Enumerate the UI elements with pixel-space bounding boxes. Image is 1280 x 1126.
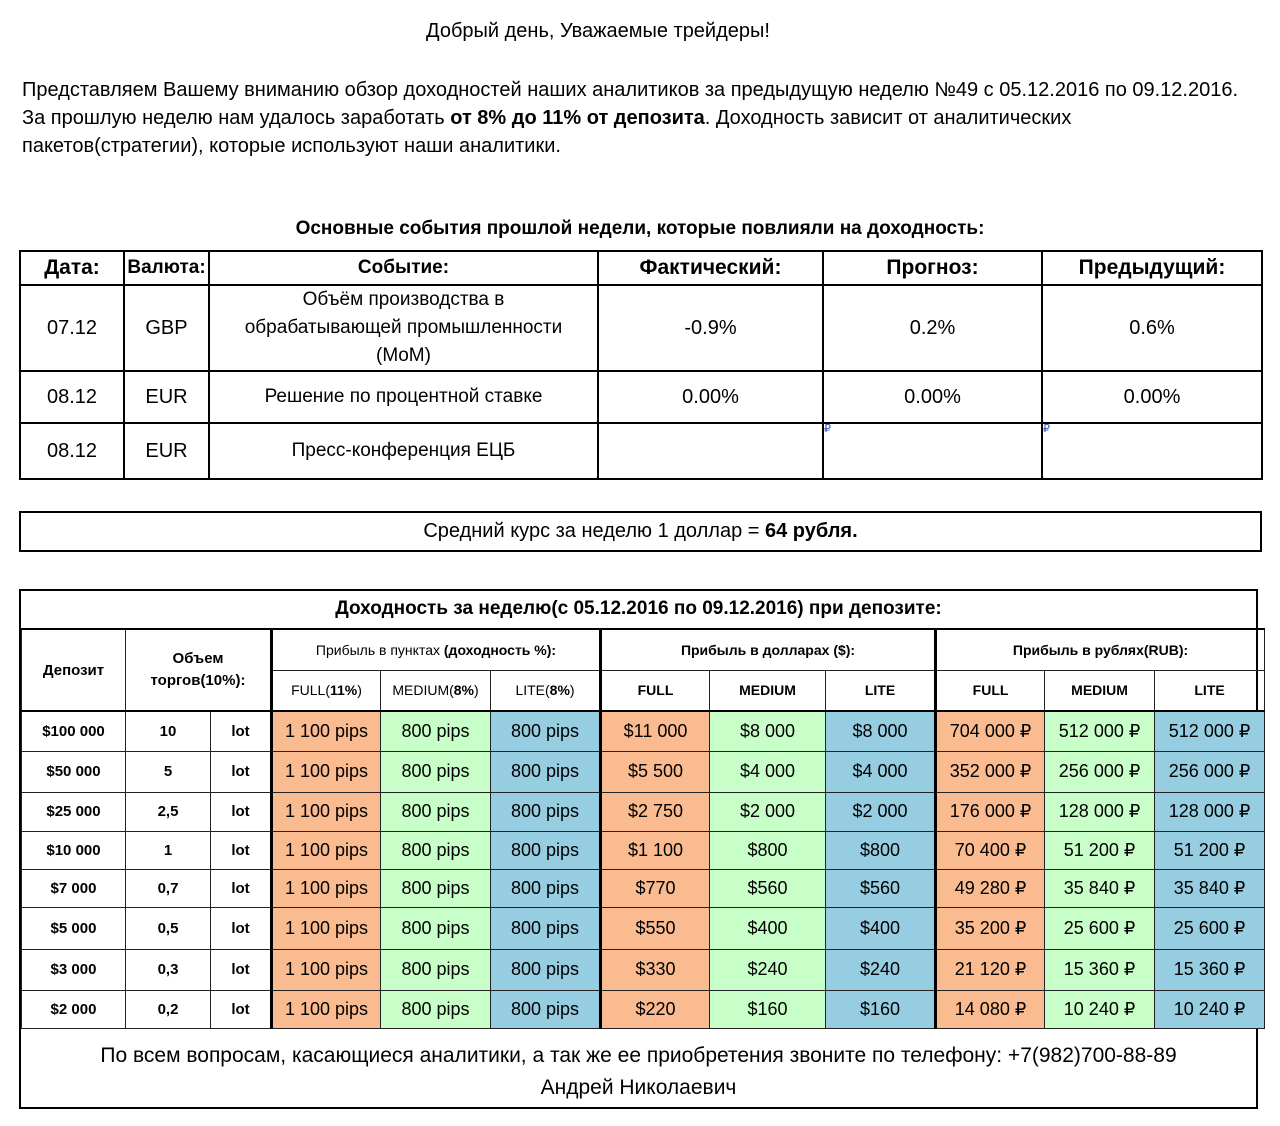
usd-lite-cell: $2 000 — [826, 792, 936, 831]
lot-unit-cell: lot — [211, 869, 272, 907]
event-actual: 0.00% — [598, 371, 823, 423]
sub-header-usd-lite: LITE — [826, 670, 936, 711]
rub-lite-cell: 15 360 ₽ — [1155, 949, 1265, 990]
pips-full-cell: 1 100 pips — [272, 751, 381, 792]
event-previous — [1042, 423, 1262, 479]
lot-unit-cell: lot — [211, 949, 272, 990]
sub-header-rub-medium: MEDIUM — [1045, 670, 1155, 711]
deposit-cell: $25 000 — [22, 792, 126, 831]
pips-lite-cell: 800 pips — [491, 949, 601, 990]
pips-group-label: Прибыль в пунктах — [315, 641, 444, 658]
yield-table — [21, 628, 1265, 1029]
pips-medium-cell: 800 pips — [381, 711, 491, 751]
lots-cell: 5 — [126, 751, 211, 792]
usd-lite-cell: $400 — [826, 907, 936, 949]
pips-full-cell: 1 100 pips — [272, 907, 381, 949]
yield-group-row — [22, 629, 1265, 670]
sub-header-usd-full: FULL — [601, 670, 710, 711]
usd-full-cell: $220 — [601, 990, 710, 1028]
events-title: Основные события прошлой недели, которые повлияли на доходность: — [295, 218, 985, 239]
pips-lite-cell: 800 pips — [491, 869, 601, 907]
rate-text: Средний курс за неделю 1 доллар = — [423, 520, 765, 542]
rub-full-cell: 704 000 ₽ — [936, 711, 1045, 751]
deposit-header: Депозит — [22, 629, 126, 711]
usd-full-cell: $770 — [601, 869, 710, 907]
pips-lite-cell: 800 pips — [491, 990, 601, 1028]
usd-medium-cell: $560 — [710, 869, 826, 907]
table-row — [22, 831, 1265, 869]
rub-medium-cell: 512 000 ₽ — [1045, 711, 1155, 751]
events-header-row — [20, 251, 1262, 285]
rub-lite-cell: 128 000 ₽ — [1155, 792, 1265, 831]
event-actual: -0.9% — [598, 285, 823, 371]
table-row — [22, 949, 1265, 990]
pips-full-cell: 1 100 pips — [272, 990, 381, 1028]
intro-text-1: Представляем Вашему вниманию обзор доходностей наших аналитиков за предыдущую неделю №49 с 05.12.2016 по 09.12.2016. За прошлую неделю нам удалось заработать — [22, 79, 1239, 129]
usd-full-cell: $1 100 — [601, 831, 710, 869]
rub-medium-cell: 128 000 ₽ — [1045, 792, 1155, 831]
usd-medium-cell: $4 000 — [710, 751, 826, 792]
ruble-mark: ₽ — [824, 423, 831, 435]
table-row — [22, 711, 1265, 751]
footer-name: Андрей Николаевич — [540, 1076, 737, 1099]
event-name-text: Объём производства в обрабатывающей промышленности (MoM) — [244, 289, 563, 366]
usd-medium-cell: $400 — [710, 907, 826, 949]
event-forecast — [823, 423, 1042, 479]
rub-group-header: Прибыль в рублях(RUB): — [936, 629, 1265, 670]
table-row — [22, 869, 1265, 907]
sub-header-usd-medium: MEDIUM — [710, 670, 826, 711]
usd-lite-cell: $560 — [826, 869, 936, 907]
header-forecast: Прогноз: — [823, 251, 1042, 285]
sub-header-pips-lite — [491, 670, 601, 711]
lot-unit-cell: lot — [211, 990, 272, 1028]
deposit-cell: $7 000 — [22, 869, 126, 907]
event-row — [20, 423, 1262, 479]
lots-cell: 0,5 — [126, 907, 211, 949]
rub-lite-cell: 256 000 ₽ — [1155, 751, 1265, 792]
lots-cell: 0,7 — [126, 869, 211, 907]
usd-medium-cell: $160 — [710, 990, 826, 1028]
pips-full-cell: 1 100 pips — [272, 949, 381, 990]
rate-value: 64 рубля. — [764, 520, 858, 542]
usd-medium-cell: $8 000 — [710, 711, 826, 751]
lots-cell: 2,5 — [126, 792, 211, 831]
deposit-cell: $50 000 — [22, 751, 126, 792]
intro-highlight: от 8% до 11% от депозита — [450, 107, 705, 129]
rub-full-cell: 176 000 ₽ — [936, 792, 1045, 831]
rub-medium-cell: 256 000 ₽ — [1045, 751, 1155, 792]
event-row — [20, 285, 1262, 371]
header-actual: Фактический: — [598, 251, 823, 285]
footer-contact — [19, 1040, 1258, 1104]
usd-full-cell: $5 500 — [601, 751, 710, 792]
sub-label: ) — [474, 682, 479, 699]
deposit-cell: $10 000 — [22, 831, 126, 869]
usd-lite-cell: $4 000 — [826, 751, 936, 792]
lots-cell: 1 — [126, 831, 211, 869]
event-previous: 0.6% — [1042, 285, 1262, 371]
usd-group-header: Прибыль в долларах ($): — [601, 629, 936, 670]
rub-lite-cell: 25 600 ₽ — [1155, 907, 1265, 949]
pips-lite-cell: 800 pips — [491, 792, 601, 831]
sub-header-pips-medium — [381, 670, 491, 711]
event-actual — [598, 423, 823, 479]
yield-section — [19, 589, 1258, 1109]
event-name: Решение по процентной ставке — [209, 371, 598, 423]
pips-full-cell: 1 100 pips — [272, 869, 381, 907]
usd-full-cell: $550 — [601, 907, 710, 949]
rub-full-cell: 21 120 ₽ — [936, 949, 1045, 990]
pips-lite-cell: 800 pips — [491, 751, 601, 792]
intro-paragraph — [22, 76, 1252, 160]
event-row — [20, 371, 1262, 423]
pips-lite-cell: 800 pips — [491, 711, 601, 751]
rub-lite-cell: 512 000 ₽ — [1155, 711, 1265, 751]
rub-medium-cell: 15 360 ₽ — [1045, 949, 1155, 990]
event-currency: EUR — [124, 423, 209, 479]
sub-header-rub-full: FULL — [936, 670, 1045, 711]
yield-body — [22, 711, 1265, 1028]
volume-header — [126, 629, 272, 711]
usd-full-cell: $330 — [601, 949, 710, 990]
lots-cell: 0,2 — [126, 990, 211, 1028]
rub-medium-cell: 51 200 ₽ — [1045, 831, 1155, 869]
usd-lite-cell: $800 — [826, 831, 936, 869]
lot-unit-cell: lot — [211, 792, 272, 831]
event-date: 08.12 — [20, 371, 124, 423]
lot-unit-cell: lot — [211, 907, 272, 949]
sub-label: FULL( — [291, 682, 330, 699]
event-currency: EUR — [124, 371, 209, 423]
table-row — [22, 792, 1265, 831]
sub-label: LITE( — [515, 682, 550, 699]
table-row — [22, 751, 1265, 792]
usd-full-cell: $2 750 — [601, 792, 710, 831]
pips-medium-cell: 800 pips — [381, 990, 491, 1028]
event-name: Пресс-конференция ЕЦБ — [209, 423, 598, 479]
header-event: Событие: — [209, 251, 598, 285]
usd-lite-cell: $160 — [826, 990, 936, 1028]
header-currency: Валюта: — [124, 251, 209, 285]
deposit-cell: $2 000 — [22, 990, 126, 1028]
pips-group-label-bold: (доходность %): — [443, 641, 557, 658]
rub-medium-cell: 10 240 ₽ — [1045, 990, 1155, 1028]
lots-cell: 0,3 — [126, 949, 211, 990]
lot-unit-cell: lot — [211, 751, 272, 792]
pips-medium-cell: 800 pips — [381, 869, 491, 907]
event-date: 08.12 — [20, 423, 124, 479]
pips-lite-cell: 800 pips — [491, 907, 601, 949]
lots-cell: 10 — [126, 711, 211, 751]
usd-lite-cell: $240 — [826, 949, 936, 990]
pips-medium-cell: 800 pips — [381, 792, 491, 831]
event-forecast: 0.00% — [823, 371, 1042, 423]
rub-lite-cell: 51 200 ₽ — [1155, 831, 1265, 869]
footer-line-1: По всем вопросам, касающиеся аналитики, а так же ее приобретения звоните по телефону: +7(982)700-88-89 — [100, 1044, 1177, 1067]
rub-full-cell: 352 000 ₽ — [936, 751, 1045, 792]
rub-medium-cell: 25 600 ₽ — [1045, 907, 1155, 949]
pips-medium-cell: 800 pips — [381, 751, 491, 792]
sub-label: ) — [569, 682, 575, 699]
pips-full-cell: 1 100 pips — [272, 711, 381, 751]
usd-medium-cell: $240 — [710, 949, 826, 990]
deposit-cell: $5 000 — [22, 907, 126, 949]
pips-medium-cell: 800 pips — [381, 831, 491, 869]
rub-full-cell: 14 080 ₽ — [936, 990, 1045, 1028]
usd-medium-cell: $2 000 — [710, 792, 826, 831]
usd-medium-cell: $800 — [710, 831, 826, 869]
lot-unit-cell: lot — [211, 711, 272, 751]
pips-group-header — [272, 629, 601, 670]
sub-label-percent: 8% — [549, 682, 570, 699]
lot-unit-cell: lot — [211, 831, 272, 869]
event-previous: 0.00% — [1042, 371, 1262, 423]
usd-lite-cell: $8 000 — [826, 711, 936, 751]
rub-full-cell: 49 280 ₽ — [936, 869, 1045, 907]
yield-title: Доходность за неделю(с 05.12.2016 по 09.12.2016) при депозите: — [335, 598, 942, 619]
event-forecast: 0.2% — [823, 285, 1042, 371]
sub-label-percent: 8% — [453, 682, 474, 699]
event-currency: GBP — [124, 285, 209, 371]
pips-full-cell: 1 100 pips — [272, 792, 381, 831]
events-table — [19, 250, 1263, 480]
event-date: 07.12 — [20, 285, 124, 371]
greeting: Добрый день, Уважаемые трейдеры! — [426, 20, 770, 42]
table-row — [22, 990, 1265, 1028]
intro-text-2: . Доходность зависит от аналитических пакетов(стратегии), которые используют наши аналитики. — [22, 107, 1072, 157]
volume-header-text: Объем торгов(10%): — [150, 650, 246, 689]
sub-header-rub-lite: LITE — [1155, 670, 1265, 711]
pips-medium-cell: 800 pips — [381, 907, 491, 949]
rub-medium-cell: 35 840 ₽ — [1045, 869, 1155, 907]
deposit-cell: $3 000 — [22, 949, 126, 990]
event-name — [209, 285, 598, 371]
sub-label: MEDIUM( — [392, 682, 454, 699]
rub-full-cell: 70 400 ₽ — [936, 831, 1045, 869]
header-previous: Предыдущий: — [1042, 251, 1262, 285]
rub-lite-cell: 10 240 ₽ — [1155, 990, 1265, 1028]
usd-full-cell: $11 000 — [601, 711, 710, 751]
header-date: Дата: — [20, 251, 124, 285]
rub-full-cell: 35 200 ₽ — [936, 907, 1045, 949]
rub-lite-cell: 35 840 ₽ — [1155, 869, 1265, 907]
ruble-mark: ₽ — [1043, 423, 1050, 435]
sub-header-pips-full — [272, 670, 381, 711]
pips-medium-cell: 800 pips — [381, 949, 491, 990]
table-row — [22, 907, 1265, 949]
sub-label-percent: 11% — [329, 682, 358, 699]
pips-lite-cell: 800 pips — [491, 831, 601, 869]
exchange-rate-box — [19, 511, 1262, 552]
sub-label: ) — [357, 682, 362, 699]
deposit-cell: $100 000 — [22, 711, 126, 751]
pips-full-cell: 1 100 pips — [272, 831, 381, 869]
